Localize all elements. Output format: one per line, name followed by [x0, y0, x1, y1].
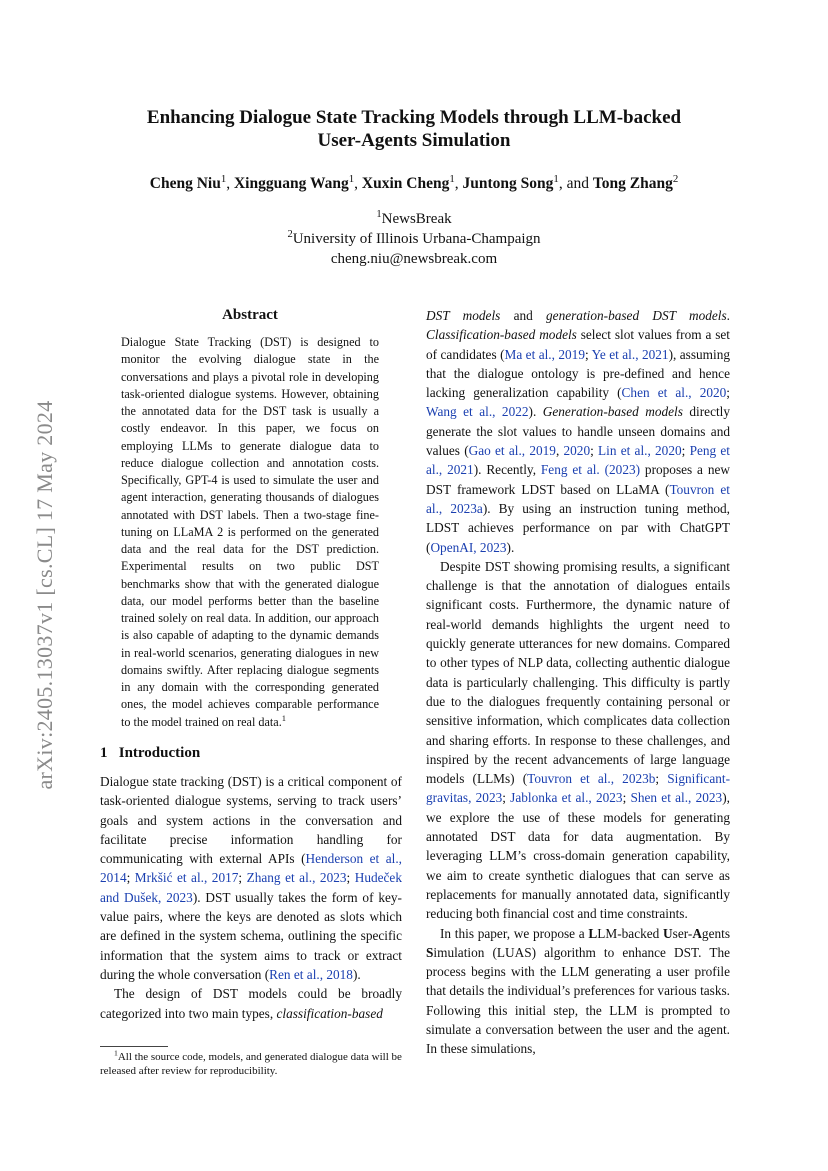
- citation-link[interactable]: Hudeček and Dušek, 2023: [100, 870, 402, 905]
- paper-title: [90, 106, 738, 152]
- footnote-divider: [100, 1046, 168, 1047]
- author-affiliation-mark: 1: [220, 172, 227, 185]
- citation-link[interactable]: Mrkšić et al., 2017: [134, 870, 239, 886]
- right-paragraph-3: In this paper, we propose a LLM-backed User-Agents Simulation (LUAS) algorithm to enhance DST. The process begins with the LLM generating a user profile that details the individual’s preferences for various tasks. Following this initial step, the LLM is prompted to simulate a conversation between the user and the agent. In these simulations,: [426, 925, 730, 1057]
- right-paragraph-2: Despite DST showing promising results, a significant challenge is that the annotation of dialogues entails significant costs. Furthermore, the dynamic nature of real-world demands highlights the urgent need to quickly generate utterances for new domains. Compared to other types of NLP data, collecting authentic dialogue data is particularly challenging. This difficulty is partly due to the dialogues frequently containing personal or sensitive information, which complicates data collection and sharing efforts. In response to these challenges, and inspired by the recent advancements of large language models (LLMs) (Touvron et al., 2023b; Significant-gravitas, 2023; Jablonka et al., 2023; Shen et al., 2023), we explore the use of these models for generating annotated DST data for data augmentation. By leveraging LLM’s cross-domain generation capability, we aim to create synthetic dialogues that can serve as replacements for manually annotated data, significantly reducing both financial cost and time constraints.: [426, 558, 731, 922]
- italic-term: generation-based DST models: [546, 308, 727, 323]
- citation-link[interactable]: Henderson et al., 2014: [100, 851, 402, 886]
- author-separator: , and: [558, 175, 593, 192]
- citation-link[interactable]: OpenAI, 2023: [430, 539, 507, 555]
- arxiv-identifier: arXiv:2405.13037v1 [cs.CL] 17 May 2024: [32, 400, 57, 790]
- citation-link[interactable]: Jablonka et al., 2023: [510, 790, 623, 806]
- bold-letter: L: [588, 925, 598, 941]
- citation-link[interactable]: Ren et al., 2018: [269, 966, 353, 982]
- citation-link[interactable]: Gao et al., 2019: [468, 443, 556, 459]
- section-heading-introduction: 1 Introduction: [100, 745, 201, 761]
- citation-link[interactable]: Peng et al., 2021: [426, 443, 731, 478]
- citation-link[interactable]: Ma et al., 2019: [504, 346, 585, 362]
- citation-link[interactable]: Zhang et al., 2023: [246, 870, 347, 886]
- citation-link[interactable]: Wang et al., 2022: [426, 404, 529, 420]
- bold-letter: U: [663, 925, 673, 941]
- right-column-body: [426, 306, 730, 1059]
- author-affiliation-mark: 1: [553, 172, 559, 185]
- citation-link[interactable]: Touvron et al., 2023a: [426, 481, 730, 516]
- author-name: Tong Zhang: [592, 175, 673, 192]
- italic-term: DST models: [426, 308, 501, 323]
- author-separator: ,: [226, 175, 234, 192]
- affiliation-2: $^2$University of Illinois Urbana-Champaign: [287, 229, 541, 247]
- italic-term: classification-based: [276, 1005, 383, 1021]
- author-name: Cheng Niu: [149, 175, 221, 192]
- right-paragraph-1: DST models and generation-based DST models. Classification-based models select slot values from a set of candidates (Ma et al., 2019; Ye et al., 2021), assuming that the dialogue ontology is pre-defined and hence lacking generalization capability (Chen et al., 2020; Wang et al., 2022). Generation-based models directly generate the slot values to handle unseen domains and values (Gao et al., 2019, 2020; Lin et al., 2020; Peng et al., 2021). Recently, Feng et al. (2023) proposes a new DST framework LDST based on LLaMA (Touvron et al., 2023a). By using an instruction tuning method, LDST achieves performance on par with ChatGPT (OpenAI, 2023).: [426, 308, 731, 555]
- citation-link[interactable]: Chen et al., 2020: [621, 385, 727, 401]
- footnote: $^1$All the source code, models, and generated dialogue data will be released after review for reproducibility.: [100, 1048, 402, 1077]
- affiliation-1: $^1$NewsBreak: [376, 209, 452, 227]
- citation-link[interactable]: Ye et al., 2021: [591, 346, 669, 362]
- citation-link[interactable]: Lin et al., 2020: [598, 443, 682, 459]
- affiliations: [90, 209, 738, 269]
- abstract-heading: Abstract: [222, 307, 278, 323]
- citation-link[interactable]: Touvron et al., 2023b: [527, 771, 656, 787]
- citation-link[interactable]: Shen et al., 2023: [630, 790, 723, 806]
- footnote-marker[interactable]: 1: [281, 712, 287, 723]
- title-line-1: Enhancing Dialogue State Tracking Models through LLM-backed: [146, 107, 682, 128]
- italic-term: Generation-based models: [542, 404, 683, 420]
- author-separator: ,: [354, 175, 362, 192]
- author-list: [90, 172, 738, 193]
- bold-letter: A: [692, 925, 702, 941]
- author-name: Juntong Song: [462, 175, 554, 192]
- author-separator: ,: [454, 175, 463, 192]
- abstract-body: Dialogue State Tracking (DST) is designed to monitor the evolving dialogue state in the conversations and plays a pivotal role in developing task-oriented dialogue systems. However, obtaining the annotated data for the DST task is usually a costly endeavor. In this paper, we focus on employing LLMs to generate dialogue data to reduce dialogue collection and annotation costs. Specifically, GPT-4 is used to simulate the user and agent interaction, generating thousands of dialogues annotated with DST labels. Then a two-stage fine-tuning on LLaMA 2 is performed on the generated data and the real data for the DST prediction. Experimental results on two public DST benchmarks show that with the generated dialogue data, our model performs better than the baseline trained solely on real data. In addition, our approach is also capable of adapting to the dynamic demands in real-world scenarios, generating dialogues in new domains swiftly. After replacing dialogue segments in any domain with the corresponding generated ones, the model achieves comparable performance to the model trained on real data.$^1$: [121, 335, 379, 729]
- bold-letter: S: [426, 944, 434, 960]
- author-name: Xingguang Wang: [233, 175, 349, 192]
- author-affiliation-mark: 1: [449, 172, 455, 185]
- citation-link[interactable]: Significant-gravitas, 2023: [426, 771, 731, 806]
- author-name: Xuxin Cheng: [361, 175, 450, 192]
- author-affiliation-mark: 2: [672, 172, 679, 185]
- citation-link[interactable]: Feng et al. (2023): [540, 462, 641, 478]
- author-email: cheng.niu@newsbreak.com: [330, 251, 498, 267]
- left-column-body: [100, 772, 402, 1023]
- title-line-2: User-Agents Simulation: [317, 130, 511, 151]
- author-affiliation-mark: 1: [348, 172, 355, 185]
- citation-link[interactable]: 2020: [563, 443, 591, 459]
- intro-paragraph-1: Dialogue state tracking (DST) is a critical component of task-oriented dialogue systems, serving to track users’ goals and system actions in the conversation and facilitate precise information handling for communicating with external APIs (Henderson et al., 2014; Mrkšić et al., 2017; Zhang et al., 2023; Hudeček and Dušek, 2023). DST usually takes the form of key-value pairs, where the keys are denoted as slots which are defined in the system schema, outlining the specific information that the system aims to track or extract during the whole conversation (Ren et al., 2018).: [100, 774, 402, 982]
- intro-paragraph-2: The design of DST models could be broadly categorized into two main types, classification-based: [100, 986, 402, 1021]
- italic-term: Classification-based models: [426, 327, 577, 343]
